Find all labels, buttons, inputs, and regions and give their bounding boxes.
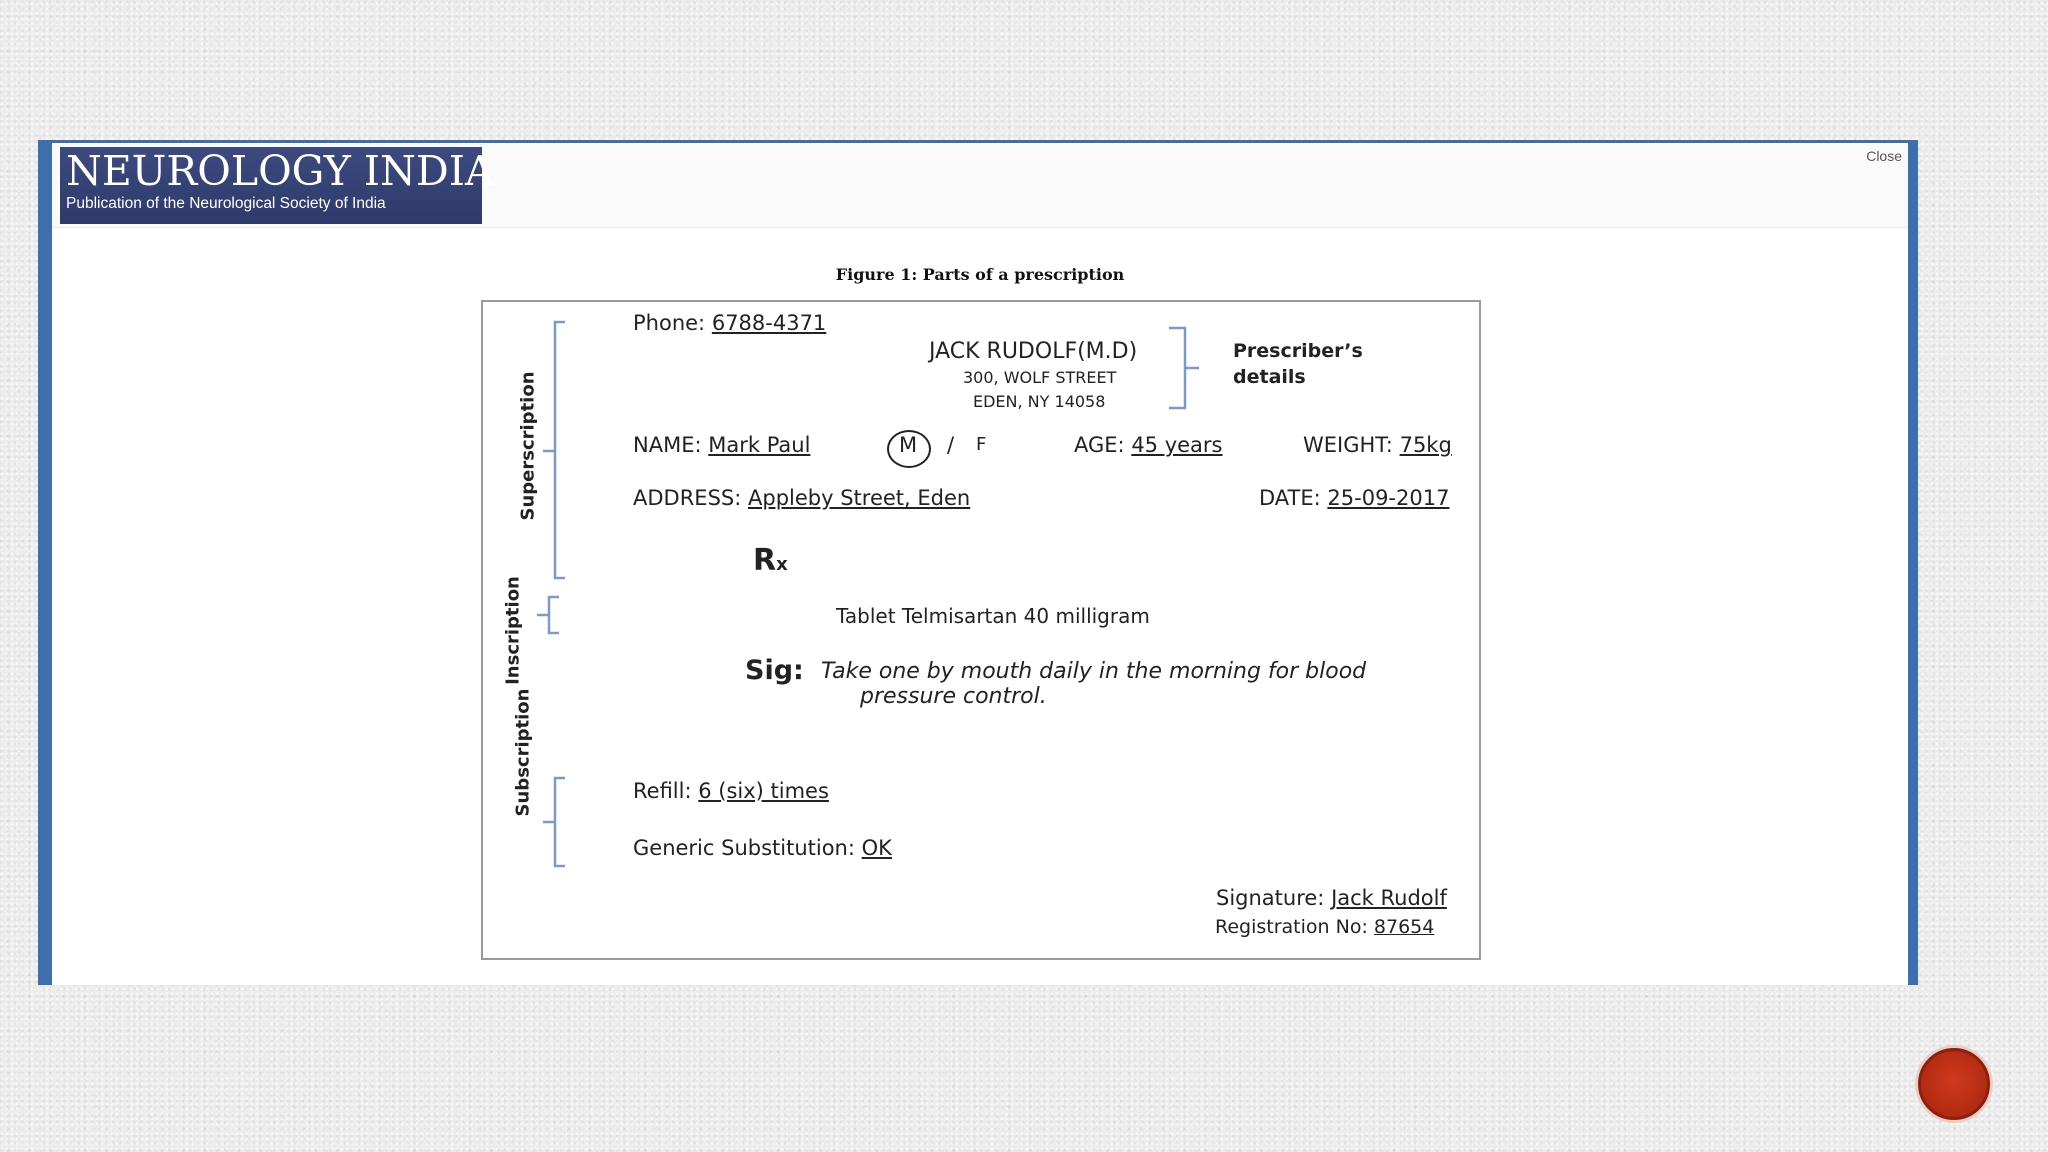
signature-line [1216,886,1447,910]
phone-label: Phone: [633,311,706,335]
name-label: NAME: [633,433,702,457]
sig-line1: Take one by mouth daily in the morning for blood [821,659,1367,684]
registration-label: Registration No: [1215,916,1368,938]
refill-value: 6 (six) times [698,779,829,803]
section-label-subscription: Subscription [512,688,534,817]
age-line [1074,433,1223,457]
date-label: DATE: [1259,486,1321,510]
slide-action-button[interactable] [1918,1048,1990,1120]
weight-line [1303,433,1452,457]
date-value: 25-09-2017 [1327,486,1450,510]
signature-label: Signature: [1216,886,1325,910]
sex-m: M [899,433,918,457]
age-value: 45 years [1131,433,1223,457]
signature-value: Jack Rudolf [1331,886,1447,910]
rx-sub: x [776,554,788,575]
registration-line [1215,916,1434,938]
figure-caption: Figure 1: Parts of a prescription [835,265,1125,284]
journal-title: NEUROLOGY INDIA [66,147,495,195]
section-label-inscription: Inscription [502,576,524,685]
phone-line [633,311,826,335]
name-value: Mark Paul [708,433,811,457]
address-label: ADDRESS: [633,486,742,510]
prescription-figure [481,300,1481,960]
generic-label: Generic Substitution: [633,836,855,860]
registration-value: 87654 [1373,916,1435,938]
weight-label: WEIGHT: [1303,433,1393,457]
date-line [1259,486,1449,510]
rx-main: R [753,543,777,578]
journal-subtitle: Publication of the Neurological Society of India [66,195,386,212]
rx-symbol [753,543,788,578]
popup-header [52,143,1908,228]
superscription-brace-icon [541,320,569,582]
inscription-brace-icon [535,595,563,637]
weight-value: 75kg [1399,433,1452,457]
prescriber-note-line1: Prescriber’s [1233,340,1363,362]
prescriber-note-line2: details [1233,366,1306,388]
refill-line [633,779,829,803]
patient-name-line [633,433,810,457]
sig-label: Sig: [745,655,804,686]
neurology-india-logo [60,147,495,224]
address-value: Appleby Street, Eden [748,486,971,510]
generic-substitution-line [633,836,892,860]
generic-value: OK [861,836,892,860]
figure-popup-window [38,140,1918,985]
doctor-address-line1: 300, WOLF STREET [963,368,1117,387]
phone-value: 6788-4371 [711,311,827,335]
close-link[interactable]: Close [1866,148,1902,164]
section-label-superscription: Superscription [517,371,539,521]
subscription-brace-icon [541,776,569,870]
patient-address-line [633,486,970,510]
sex-separator: / [947,433,955,457]
doctor-address-line2: EDEN, NY 14058 [973,392,1106,411]
prescriber-brace-icon [1167,326,1201,412]
doctor-name: JACK RUDOLF(M.D) [929,339,1138,364]
refill-label: Refill: [633,779,692,803]
age-label: AGE: [1074,433,1125,457]
sex-f: F [976,434,987,455]
drug-line: Tablet Telmisartan 40 milligram [836,604,1150,628]
sig-line2: pressure control. [860,684,1047,709]
